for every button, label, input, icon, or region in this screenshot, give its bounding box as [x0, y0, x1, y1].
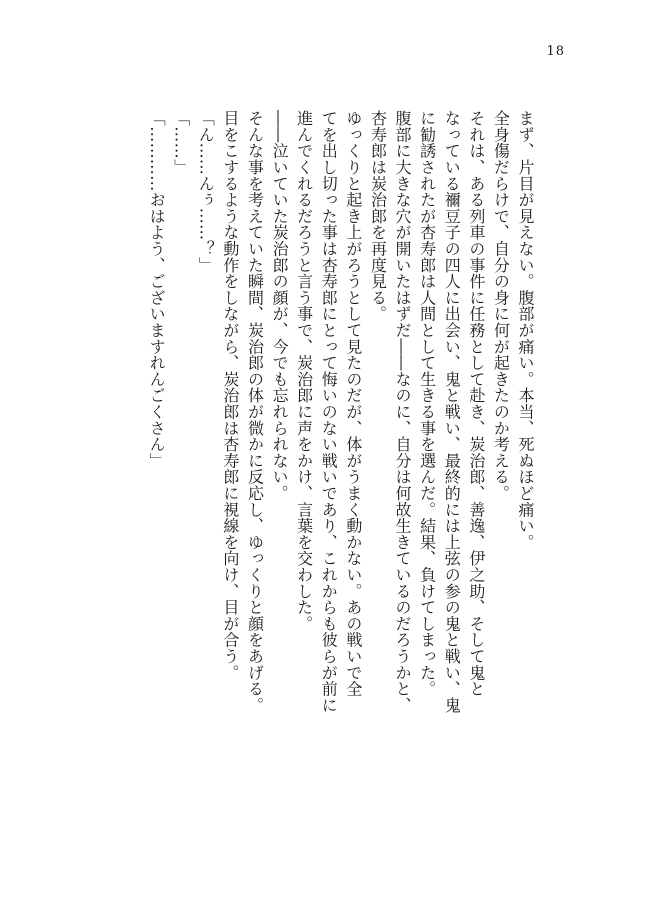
text-line: なっている禰豆子の四人に出会い、鬼と戦い、最終的には上弦の参の鬼と戦い、鬼 — [442, 110, 462, 714]
text-line: 腹部に大きな穴が開いたはずだ――なのに、自分は何故生きているのだろうかと、 — [393, 110, 413, 714]
page-number: 18 — [546, 44, 565, 59]
dialogue-line: 「……」 — [171, 110, 191, 176]
dialogue-line: 「ん……んぅ……？」 — [196, 110, 216, 273]
text-line: てを出し切った事は杏寿郎にとって悔いのない戦いであり、これからも彼らが前に — [319, 110, 339, 714]
text-line: 全身傷だらけで、自分の身に何が起きたのか考える。 — [491, 110, 511, 502]
text-line: 目をこするような動作をしながら、炭治郎は杏寿郎に視線を向け、目が合う。 — [220, 110, 240, 681]
text-line: に勧誘されたが杏寿郎は人間として生きる事を選んだ。結果、負けてしまった。 — [417, 110, 437, 697]
text-line: ゆっくりと起き上がろうとして見たのだが、体がうまく動かない。あの戦いで全 — [343, 110, 363, 697]
text-line: それは、ある列車の事件に任務として赴き、炭治郎、善逸、伊之助、そして鬼と — [466, 110, 486, 697]
text-line: 進んでくれるだろうと言う事で、炭治郎に声をかけ、言葉を交わした。 — [294, 110, 314, 632]
dialogue-line: 「…………おはよう、ございますれんごくさん」 — [147, 110, 167, 469]
text-line: まず、片目が見えない。腹部が痛い。本当、死ぬほど痛い。 — [516, 110, 535, 551]
text-line: 杏寿郎は炭治郎を再度見る。 — [368, 110, 388, 322]
text-line: ――泣いていた炭治郎の顔が、今でも忘れられない。 — [270, 110, 290, 502]
text-line: そんな事を考えていた瞬間、炭治郎の体が微かに反応し、ゆっくりと顔をあげる。 — [245, 110, 265, 714]
vertical-text-body — [137, 110, 537, 810]
